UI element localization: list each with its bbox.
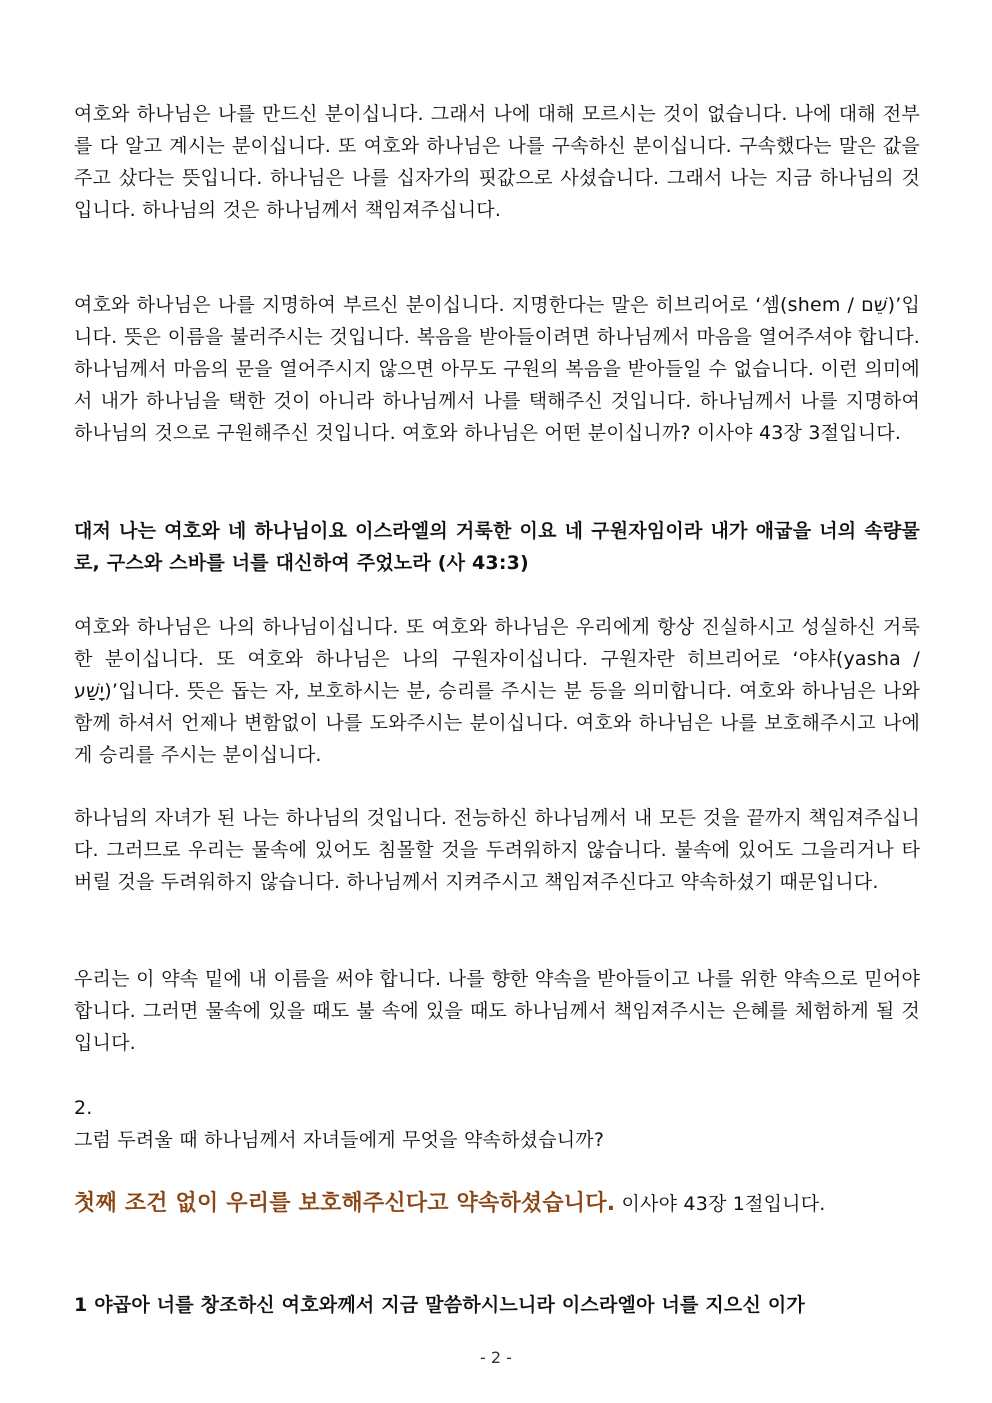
point-one-heading: 첫째 조건 없이 우리를 보호해주신다고 약속하셨습니다. (74, 1191, 616, 1216)
paragraph-3: 여호와 하나님은 나의 하나님이십니다. 또 여호와 하나님은 우리에게 항상 진실하시고 성실하신 거룩한 분이십니다. 또 여호와 하나님은 나의 구원자이십니다. 구원자란 히브리어로 ‘야샤(yasha / יָשַׁע)’입니다. 뜻은 돕는 자, 보호하시는 분, 승리를 주시는 분 등을 의미합니다. 여호와 하나님은 나와 함께 하셔서 언제나 변함없이 나를 도와주시는 분이십니다. 여호와 하나님은 나를 보호해주시고 나에게 승리를 주시는 분이십니다. (74, 616, 920, 766)
page-number: - 2 - (480, 1348, 512, 1367)
paragraph-5: 우리는 이 약속 밑에 내 이름을 써야 합니다. 나를 향한 약속을 받아들이고 나를 위한 약속으로 믿어야 합니다. 그러면 물속에 있을 때도 불 속에 있을 때도 하나님께서 책임져주시는 은혜를 체험하게 될 것입니다. (74, 968, 920, 1054)
scripture-verse-isaiah-43-1: 1 야곱아 너를 창조하신 여호와께서 지금 말씀하시느니라 이스라엘아 너를 지으신 이가 (74, 1294, 805, 1316)
paragraph-1: 여호와 하나님은 나를 만드신 분이십니다. 그래서 나에 대해 모르시는 것이 없습니다. 나에 대해 전부를 다 알고 계시는 분이십니다. 또 여호와 하나님은 나를 구속하신 분이십니다. 구속했다는 말은 값을 주고 샀다는 뜻입니다. 하나님은 나를 십자가의 핏값으로 사셨습니다. 그래서 나는 지금 하나님의 것입니다. 하나님의 것은 하나님께서 책임져주십니다. (74, 103, 920, 221)
point-one-paragraph (74, 1188, 920, 1220)
section-number: 2. (74, 1097, 93, 1119)
point-one-reference: 이사야 43장 1절입니다. (615, 1193, 826, 1215)
paragraph-2: 여호와 하나님은 나를 지명하여 부르신 분이십니다. 지명한다는 말은 히브리어로 ‘셈(shem / שֵׁם)’입니다. 뜻은 이름을 불러주시는 것입니다. 복음을 받아들이려면 하나님께서 마음을 열어주셔야 합니다. 하나님께서 마음의 문을 열어주시지 않으면 아무도 구원의 복음을 받아들일 수 없습니다. 이런 의미에서 내가 하나님을 택한 것이 아니라 하나님께서 나를 택해주신 것입니다. 하나님께서 나를 지명하여 하나님의 것으로 구원해주신 것입니다. 여호와 하나님은 어떤 분이십니까? 이사야 43장 3절입니다. (74, 294, 920, 444)
section-question: 그럼 두려울 때 하나님께서 자녀들에게 무엇을 약속하셨습니까? (74, 1129, 605, 1151)
paragraph-4: 하나님의 자녀가 된 나는 하나님의 것입니다. 전능하신 하나님께서 내 모든 것을 끝까지 책임져주십니다. 그러므로 우리는 물속에 있어도 침몰할 것을 두려워하지 않습니다. 불속에 있어도 그을리거나 타버릴 것을 두려워하지 않습니다. 하나님께서 지켜주시고 책임져주신다고 약속하셨기 때문입니다. (74, 807, 920, 893)
scripture-verse-isaiah-43-3: 대저 나는 여호와 네 하나님이요 이스라엘의 거룩한 이요 네 구원자임이라 내가 애굽을 너의 속량물로, 구스와 스바를 너를 대신하여 주었노라 (사 43:3) (74, 520, 920, 574)
